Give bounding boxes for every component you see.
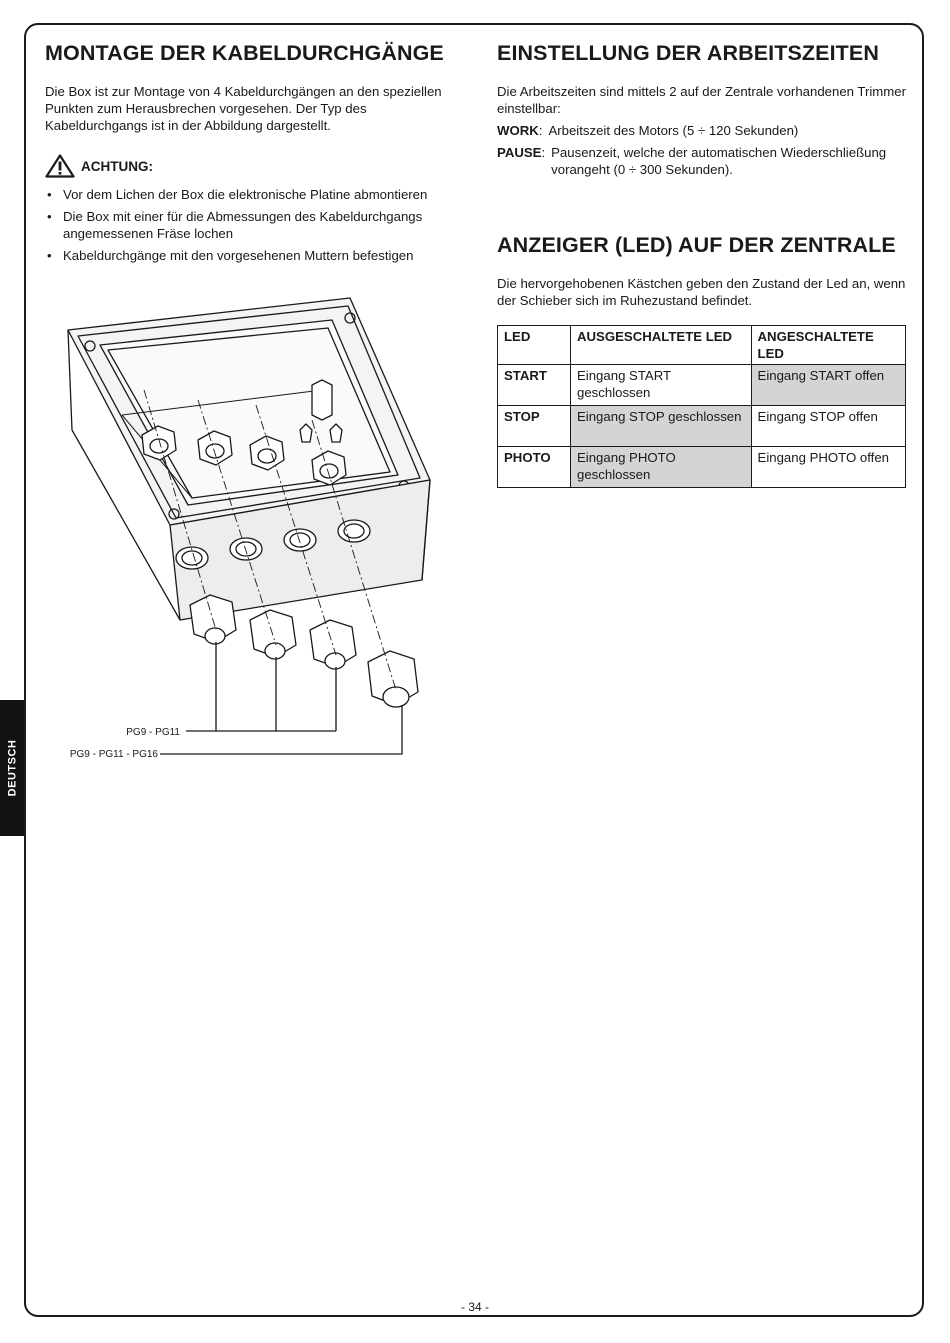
led-on-state: Eingang START offen xyxy=(751,365,905,406)
language-tab xyxy=(0,700,24,836)
led-name: PHOTO xyxy=(498,447,571,488)
table-row xyxy=(498,365,906,406)
section-title-led-indicators: ANZEIGER (LED) AUF DER ZENTRALE xyxy=(497,233,896,257)
figure-label-pg9-pg11: PG9 - PG11 xyxy=(126,727,180,738)
list-item: • Die Box mit einer für die Abmessungen des Kabeldurchgangs angemessenen Fräse lochen xyxy=(45,208,455,242)
left-column xyxy=(45,38,455,269)
led-on-state: Eingang PHOTO offen xyxy=(751,447,905,488)
page-number: - 34 - xyxy=(460,1300,489,1314)
right-column xyxy=(497,38,907,482)
led-name: START xyxy=(498,365,571,406)
section-title-cable-glands: MONTAGE DER KABELDURCHGÄNGE xyxy=(45,41,444,65)
cable-glands-intro: Die Box ist zur Montage von 4 Kabeldurchgängen an den speziellen Punkten zum Herausbrechen vorgesehen. Der Typ des Kabeldurchgangs ist in der Abbildung dargestellt. xyxy=(45,84,442,133)
led-on-state: Eingang STOP offen xyxy=(751,406,905,447)
section-title-working-times: EINSTELLUNG DER ARBEITSZEITEN xyxy=(497,41,879,65)
led-off-state: Eingang STOP geschlossen xyxy=(571,406,752,447)
figure-label-pg9-pg16: PG9 - PG11 - PG16 xyxy=(69,749,158,760)
junction-box-illustration xyxy=(60,290,440,770)
definition-desc: Pausenzeit, welche der automatischen Wiederschließung vorangeht (0 ÷ 300 Sekunden). xyxy=(551,145,887,177)
led-name: STOP xyxy=(498,406,571,447)
led-off-state: Eingang PHOTO geschlossen xyxy=(571,447,752,488)
working-times-intro: Die Arbeitszeiten sind mittels 2 auf der Zentrale vorhandenen Trimmer einstellbar: xyxy=(497,84,907,116)
warning-heading xyxy=(45,154,455,178)
table-row xyxy=(498,447,906,488)
definition-pause: PAUSE : Pausenzeit, welche der automatischen Wiederschließung vorangeht (0 ÷ 300 Sekunden). xyxy=(497,144,907,178)
definition-work: WORK : Arbeitszeit des Motors (5 ÷ 120 Sekunden) xyxy=(497,122,907,139)
column-header: ANGESCHALTETE LED xyxy=(751,326,905,365)
warning-list xyxy=(45,186,455,264)
led-table xyxy=(497,325,906,488)
led-section xyxy=(497,230,907,309)
table-header-row xyxy=(498,326,906,365)
table-row xyxy=(498,406,906,447)
language-tab-label: DEUTSCH xyxy=(6,739,19,797)
warning-label: ACHTUNG: xyxy=(81,158,153,174)
list-item: • Vor dem Lichen der Box die elektronische Platine abmontieren xyxy=(45,186,455,203)
led-intro: Die hervorgehobenen Kästchen geben den Zustand der Led an, wenn der Schieber sich im Ruhezustand befindet. xyxy=(497,276,906,308)
definition-term: WORK xyxy=(497,123,539,138)
column-header: LED xyxy=(498,326,571,365)
list-item: • Kabeldurchgänge mit den vorgesehenen Muttern befestigen xyxy=(45,247,455,264)
definition-term: PAUSE xyxy=(497,145,542,160)
warning-icon xyxy=(45,154,75,178)
definition-desc: Arbeitszeit des Motors (5 ÷ 120 Sekunden) xyxy=(548,123,799,138)
led-off-state: Eingang START geschlossen xyxy=(571,365,752,406)
column-header: AUSGESCHALTETE LED xyxy=(571,326,752,365)
